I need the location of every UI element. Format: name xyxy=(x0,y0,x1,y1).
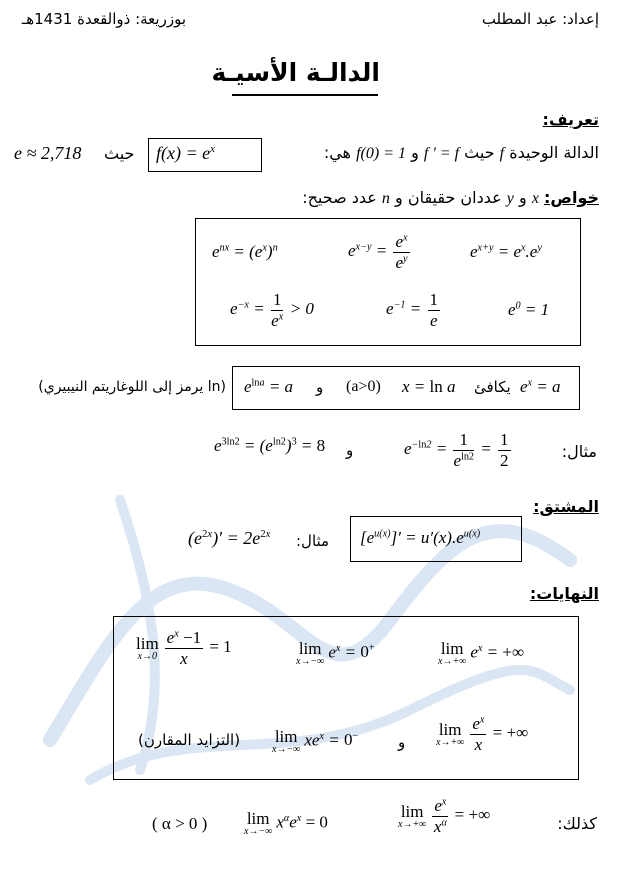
limit-ex-over-x: lim x→+∞ $\frac{e^x}{x}$ = +∞ xyxy=(436,714,529,754)
example1-label: مثال: xyxy=(561,442,597,461)
definition-label: تعريف: xyxy=(542,110,599,129)
limit-ex-minus1-over-x: lim x→0 $\frac{e^x -1}{x}$ = 1 xyxy=(136,628,232,668)
properties-line: خواص: x و y عددان حقيقان و n عدد صحيح: xyxy=(302,188,599,207)
derivative-label: المشتق: xyxy=(533,497,599,516)
prop-power: $e^{nx} = (e^x)^n$ xyxy=(212,242,278,261)
ln-x: x = ln a xyxy=(402,377,456,396)
ln-equiv-word: يكافئ xyxy=(474,378,511,396)
derivative-example: $(e^{2x})' = 2e^{2x}$ xyxy=(188,528,271,548)
growth-note: (التزايد المقارن) xyxy=(138,731,241,749)
ln-ex: $e^x = a$ xyxy=(520,377,561,396)
e-value: e ≈ 2,718 xyxy=(14,143,82,163)
author: إعداد: عبد المطلب xyxy=(481,10,599,28)
date: بوزريعة: ذوالقعدة 1431هـ xyxy=(21,10,186,28)
prop-e-zero: $e^0 = 1$ xyxy=(508,300,550,319)
prop-quotient: $e^{x-y}$ = $\frac{e^x}{e^y}$ xyxy=(348,232,408,272)
title-underline xyxy=(232,94,378,96)
prop-product: $e^{x+y} = e^x.e^y$ xyxy=(470,242,542,261)
limit-ex-minus-inf: lim x→−∞ $e^x = 0^+$ xyxy=(296,639,375,667)
also-label: كذلك: xyxy=(557,814,597,833)
prop-inverse: $e^{-x}$ = $\frac{1}{e^x}$ > 0 xyxy=(230,290,314,330)
limit-ex-plus-inf: lim x→+∞ $e^x$ = +∞ xyxy=(438,639,525,667)
example1-neg-ln2: $e^{-ln2}$ = $\frac{1}{e^{ln2}}$ = $\frac{1}{2}$ xyxy=(404,430,509,470)
ln-note: (ln يرمز إلى اللوغاريتم النيبيري) xyxy=(38,379,226,395)
limits-label: النهايات: xyxy=(529,584,599,603)
derivative-formula: $[e^{u(x)}]' = u'(x).e^{u(x)}$ xyxy=(360,528,481,547)
derivative-example-label: مثال: xyxy=(296,532,330,550)
ln-condition: (a>0) xyxy=(346,378,381,395)
example1-3ln2: $e^{3ln2} = (e^{ln2})^3 = 8$ xyxy=(214,436,326,455)
ln-identity: $e^{lna} = a$ xyxy=(244,377,294,396)
limit-ex-over-xalpha: lim x→+∞ $\frac{e^x}{x^\alpha}$ = +∞ xyxy=(398,796,491,836)
limit-xex-minus-inf: lim x→−∞ $xe^x = 0^-$ xyxy=(272,727,359,755)
ln-and: و xyxy=(316,378,324,396)
limits-and: و xyxy=(398,733,406,751)
limit-xalpha-ex: lim x→−∞ $x^\alpha e^x = 0$ xyxy=(244,809,328,837)
definition-where: حيث xyxy=(104,144,135,163)
definition-formula: $f(x) = e^x$ xyxy=(156,143,215,163)
alpha-condition: ( α > 0 ) xyxy=(152,814,208,833)
definition-line: الدالة الوحيدة f حيث f ' = f و f(0) = 1 هي: xyxy=(323,143,599,162)
prop-e-minus-one: $e^{-1}$ = $\frac{1}{e}$ xyxy=(386,290,438,330)
example1-and: و xyxy=(346,441,354,459)
page-title: الدالـة الأسيـة xyxy=(211,58,380,87)
